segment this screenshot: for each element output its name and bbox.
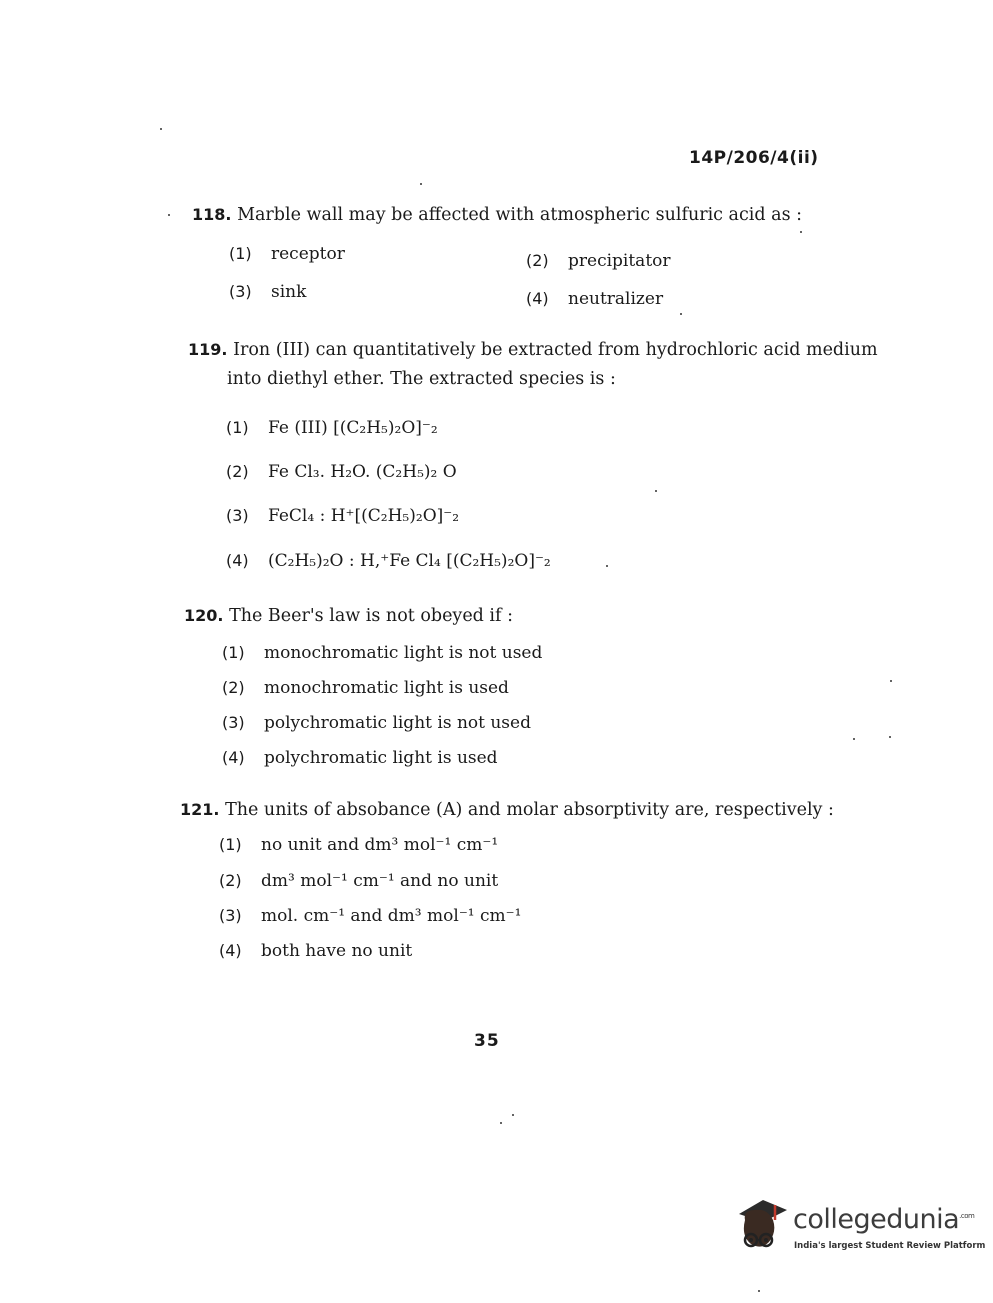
scan-speck	[500, 1122, 502, 1124]
scan-speck	[890, 680, 892, 682]
collegedunia-logo	[733, 1196, 986, 1266]
scan-speck	[168, 214, 170, 216]
question-118	[192, 205, 802, 225]
question-number: 121.	[180, 800, 220, 819]
option-121-3: (3) mol. cm⁻¹ and dm³ mol⁻¹ cm⁻¹	[219, 906, 522, 926]
question-number: 118.	[192, 205, 232, 224]
option-120-1: (1) monochromatic light is not used	[222, 643, 543, 663]
option-121-2: (2) dm³ mol⁻¹ cm⁻¹ and no unit	[219, 871, 499, 891]
question-text: The units of absobance (A) and molar absorptivity are, respectively :	[225, 800, 834, 820]
question-number: 119.	[188, 340, 228, 359]
logo-wordmark: collegedunia$^{.com}$	[793, 1204, 975, 1235]
scan-speck	[889, 736, 891, 738]
option-118-4: (4) neutralizer	[526, 289, 664, 309]
scan-speck	[420, 183, 422, 185]
option-120-3: (3) polychromatic light is not used	[222, 713, 531, 733]
scan-speck	[655, 490, 657, 492]
option-119-1: (1) Fe (III) [(C₂H₅)₂O]⁻₂	[226, 418, 438, 438]
option-119-3: (3) FeCl₄ : H⁺[(C₂H₅)₂O]⁻₂	[226, 506, 460, 526]
option-118-3: (3) sink	[229, 282, 307, 302]
option-119-2: (2) Fe Cl₃. H₂O. (C₂H₅)₂ O	[226, 462, 457, 482]
option-118-1: (1) receptor	[229, 244, 345, 264]
scan-speck	[680, 313, 682, 315]
student-mascot-icon	[733, 1196, 793, 1258]
question-119	[188, 340, 878, 389]
question-text-line-2: into diethyl ether. The extracted species is :	[227, 369, 616, 389]
scan-speck	[758, 1290, 760, 1292]
option-121-4: (4) both have no unit	[219, 941, 413, 961]
question-text-line-1: Iron (III) can quantitatively be extracted from hydrochloric acid medium	[233, 340, 878, 360]
option-120-4: (4) polychromatic light is used	[222, 748, 498, 768]
question-120	[184, 606, 513, 626]
scan-speck	[160, 128, 162, 130]
option-121-1: (1) no unit and dm³ mol⁻¹ cm⁻¹	[219, 835, 499, 855]
paper-code: 14P/206/4(ii)	[689, 148, 819, 168]
option-118-2: (2) precipitator	[526, 251, 671, 271]
question-121	[180, 800, 834, 820]
scan-speck	[512, 1114, 514, 1116]
page-number: 35	[474, 1031, 500, 1051]
question-number: 120.	[184, 606, 224, 625]
logo-tagline: India's largest Student Review Platform	[794, 1241, 986, 1251]
question-text: The Beer's law is not obeyed if :	[229, 606, 513, 626]
option-119-4: (4) (C₂H₅)₂O : H,⁺Fe Cl₄ [(C₂H₅)₂O]⁻₂	[226, 551, 551, 571]
scan-speck	[800, 231, 802, 233]
scan-speck	[853, 738, 855, 740]
question-text: Marble wall may be affected with atmospheric sulfuric acid as :	[237, 205, 803, 225]
option-120-2: (2) monochromatic light is used	[222, 678, 509, 698]
scan-speck	[606, 565, 608, 567]
